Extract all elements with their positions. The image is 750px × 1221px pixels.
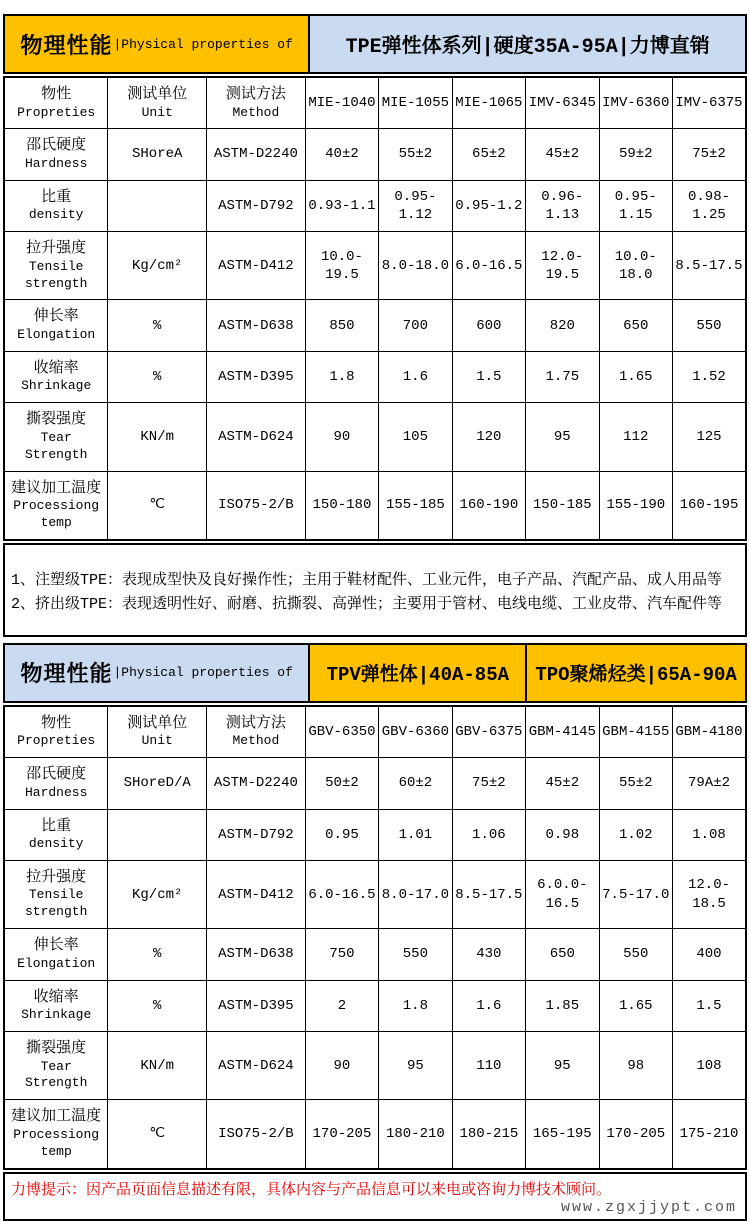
tpe-spec-table-body [4,77,746,540]
value-cell: 1.6 [379,351,452,402]
value-cell: 1.65 [599,980,672,1031]
property-zh: 邵氏硬度 [26,137,87,155]
table-row [4,1100,746,1169]
value-cell: 160-190 [452,471,525,540]
value-cell: 6.0.0-16.5 [526,860,599,928]
column-header-en: Method [232,104,280,120]
table-row [4,758,746,809]
property-cell [4,929,108,980]
physical-properties-title: 物理性能 [20,34,113,60]
method-cell: ASTM-D638 [207,929,306,980]
value-cell: 1.75 [526,351,599,402]
table-row [4,403,746,471]
tpe-spec-table [3,76,747,541]
value-cell: 10.0-18.0 [599,232,672,300]
value-cell: 0.93-1.1 [305,180,378,231]
column-header [207,706,306,758]
property-cell [4,403,108,471]
property-en: Tear Strength [24,1058,88,1091]
unit-cell: ℃ [108,1100,207,1169]
value-cell: 55±2 [379,129,452,180]
property-zh: 邵氏硬度 [26,766,87,784]
property-en: Processiong temp [13,498,100,530]
table-row [4,300,746,351]
method-cell: ASTM-D2240 [207,129,306,180]
value-cell: 700 [379,300,452,351]
value-cell: 12.0-18.5 [672,860,746,928]
unit-cell [108,180,207,231]
value-cell: 8.0-18.0 [379,232,452,300]
note-line-2: 2、挤出级TPE：表现透明性好、耐磨、抗撕裂、高弹性；主要用于管材、电线电缆、工业皮带、汽车配件等 [11,595,723,613]
column-header [207,77,306,129]
method-cell: ASTM-D624 [207,1032,306,1100]
property-cell [4,860,108,928]
table-row [4,860,746,928]
method-cell: ASTM-D412 [207,860,306,928]
value-cell: 550 [672,300,746,351]
property-en: Tensile strength [24,258,88,291]
value-cell: 75±2 [452,758,525,809]
value-cell: 0.95-1.2 [452,180,525,231]
property-zh: 收缩率 [33,988,79,1006]
value-cell: 155-185 [379,471,452,540]
column-header-en: Propreties [17,104,96,120]
property-zh: 比重 [41,817,72,835]
unit-cell: % [108,351,207,402]
method-cell: ASTM-D395 [207,980,306,1031]
property-cell [4,1032,108,1100]
unit-cell: KN/m [108,1032,207,1100]
value-cell: 600 [452,300,525,351]
footer-notice-box [3,1172,747,1221]
property-cell [4,980,108,1031]
value-cell: 175-210 [672,1100,746,1169]
table-row [4,180,746,231]
unit-cell: KN/m [108,403,207,471]
value-cell: 79A±2 [672,758,746,809]
value-cell: 1.65 [599,351,672,402]
property-zh: 比重 [41,188,72,206]
property-en: Shrinkage [21,1007,92,1023]
value-cell: 0.95-1.15 [599,180,672,231]
table1-band-left [5,16,308,72]
value-cell: 50±2 [305,758,378,809]
column-header-zh: 测试单位 [127,714,188,732]
model-header: MIE-1065 [452,77,525,129]
value-cell: 160-195 [672,471,746,540]
value-cell: 165-195 [526,1100,599,1169]
table-row [4,129,746,180]
value-cell: 1.06 [452,809,525,860]
unit-cell: % [108,300,207,351]
method-cell: ASTM-D638 [207,300,306,351]
table-row [4,1032,746,1100]
unit-cell: Kg/cm² [108,860,207,928]
column-header-en: Unit [141,733,173,749]
column-header [4,706,108,758]
property-en: Tear Strength [24,429,88,462]
value-cell: 1.8 [305,351,378,402]
value-cell: 95 [526,1032,599,1100]
value-cell: 550 [599,929,672,980]
value-cell: 650 [526,929,599,980]
tpv-series-title: TPV弹性体|40A-85A [326,664,509,687]
website-watermark: www.zgxjjypt.com [560,1198,737,1216]
value-cell: 180-210 [379,1100,452,1169]
column-header-en: Method [232,733,280,749]
property-cell [4,471,108,540]
property-zh: 伸长率 [33,937,79,955]
property-cell [4,758,108,809]
value-cell: 10.0-19.5 [305,232,378,300]
column-header-zh: 测试单位 [127,86,188,103]
value-cell: 90 [305,1032,378,1100]
column-header-zh: 测试方法 [225,714,286,732]
table1-title-band [3,14,747,74]
value-cell: 1.5 [452,351,525,402]
property-en: Processiong temp [13,1126,100,1159]
unit-cell: % [108,929,207,980]
physical-properties-title-2: 物理性能 [20,663,113,689]
property-cell [4,1100,108,1169]
property-zh: 建议加工温度 [11,479,102,497]
value-cell: 1.5 [672,980,746,1031]
value-cell: 0.95-1.12 [379,180,452,231]
value-cell: 1.01 [379,809,452,860]
value-cell: 0.98 [526,809,599,860]
value-cell: 1.52 [672,351,746,402]
property-en: density [28,836,84,852]
table-row [4,351,746,402]
value-cell: 1.6 [452,980,525,1031]
value-cell: 8.5-17.5 [452,860,525,928]
property-zh: 拉升强度 [26,240,87,258]
unit-cell: ℃ [108,471,207,540]
value-cell: 112 [599,403,672,471]
column-header [108,706,207,758]
value-cell: 155-190 [599,471,672,540]
property-en: density [28,207,84,223]
model-header: MIE-1040 [305,77,378,129]
value-cell: 105 [379,403,452,471]
property-cell [4,129,108,180]
value-cell: 400 [672,929,746,980]
table2-band-tpv [308,645,525,701]
model-header: GBM-4145 [526,706,599,758]
value-cell: 7.5-17.0 [599,860,672,928]
property-zh: 伸长率 [33,308,79,326]
table-row [4,809,746,860]
table-row [4,232,746,300]
unit-cell: Kg/cm² [108,232,207,300]
property-zh: 收缩率 [33,359,79,377]
column-header-zh: 物性 [41,86,72,103]
column-header-zh: 测试方法 [225,86,286,103]
column-header-en: Unit [141,104,173,120]
tpe-series-title: TPE弹性体系列|硬度35A-95A|力博直销 [345,36,710,59]
value-cell: 550 [379,929,452,980]
value-cell: 125 [672,403,746,471]
table-row [4,929,746,980]
table2-band-tpo [525,645,745,701]
table-row [4,980,746,1031]
value-cell: 820 [526,300,599,351]
value-cell: 75±2 [672,129,746,180]
property-cell [4,351,108,402]
tpv-tpo-spec-table-body [4,706,746,1169]
value-cell: 98 [599,1032,672,1100]
method-cell: ASTM-D395 [207,351,306,402]
method-cell: ISO75-2/B [207,471,306,540]
property-en: Tensile strength [24,887,88,920]
column-header [108,77,207,129]
method-cell: ASTM-D624 [207,403,306,471]
table1-band-right [308,16,745,72]
value-cell: 150-180 [305,471,378,540]
value-cell: 6.0-16.5 [452,232,525,300]
value-cell: 45±2 [526,758,599,809]
column-header-zh: 物性 [41,714,72,732]
physical-properties-subtitle-2: |Physical properties of [113,665,293,681]
value-cell: 2 [305,980,378,1031]
model-header: GBV-6350 [305,706,378,758]
value-cell: 0.95 [305,809,378,860]
property-zh: 撕裂强度 [26,411,87,429]
model-header: GBV-6360 [379,706,452,758]
unit-cell: SHoreA [108,129,207,180]
value-cell: 0.96-1.13 [526,180,599,231]
tpv-tpo-spec-table [3,705,747,1170]
property-zh: 撕裂强度 [26,1040,87,1058]
value-cell: 1.02 [599,809,672,860]
table2-title-band [3,643,747,703]
value-cell: 55±2 [599,758,672,809]
value-cell: 45±2 [526,129,599,180]
model-header: IMV-6375 [672,77,746,129]
value-cell: 750 [305,929,378,980]
method-cell: ASTM-D792 [207,809,306,860]
value-cell: 6.0-16.5 [305,860,378,928]
value-cell: 650 [599,300,672,351]
column-header [4,77,108,129]
tpo-series-title: TPO聚烯烃类|65A-90A [535,664,737,687]
model-header: MIE-1055 [379,77,452,129]
model-header: GBV-6375 [452,706,525,758]
property-en: Hardness [24,784,88,800]
value-cell: 1.85 [526,980,599,1031]
column-header-en: Propreties [17,733,96,749]
column-header-row [4,706,746,758]
value-cell: 1.8 [379,980,452,1031]
method-cell: ISO75-2/B [207,1100,306,1169]
value-cell: 60±2 [379,758,452,809]
value-cell: 12.0-19.5 [526,232,599,300]
value-cell: 120 [452,403,525,471]
property-en: Elongation [17,326,96,342]
value-cell: 65±2 [452,129,525,180]
physical-properties-subtitle: |Physical properties of [113,36,293,52]
method-cell: ASTM-D2240 [207,758,306,809]
value-cell: 95 [379,1032,452,1100]
column-header-row [4,77,746,129]
value-cell: 150-185 [526,471,599,540]
property-cell [4,300,108,351]
value-cell: 1.08 [672,809,746,860]
method-cell: ASTM-D792 [207,180,306,231]
value-cell: 0.98-1.25 [672,180,746,231]
value-cell: 40±2 [305,129,378,180]
property-zh: 建议加工温度 [11,1108,102,1126]
property-zh: 拉升强度 [26,868,87,886]
value-cell: 108 [672,1032,746,1100]
unit-cell: % [108,980,207,1031]
value-cell: 59±2 [599,129,672,180]
value-cell: 180-215 [452,1100,525,1169]
property-cell [4,809,108,860]
property-cell [4,180,108,231]
spec-sheet [3,14,747,1221]
value-cell: 95 [526,403,599,471]
method-cell: ASTM-D412 [207,232,306,300]
model-header: GBM-4155 [599,706,672,758]
model-header: IMV-6345 [526,77,599,129]
value-cell: 850 [305,300,378,351]
value-cell: 8.5-17.5 [672,232,746,300]
value-cell: 90 [305,403,378,471]
vendor-tip-text: 力博提示：因产品页面信息描述有限，具体内容与产品信息可以来电或咨询力博技术顾问。 [11,1181,612,1199]
unit-cell: SHoreD/A [108,758,207,809]
property-en: Elongation [17,955,96,971]
property-cell [4,232,108,300]
value-cell: 170-205 [305,1100,378,1169]
model-header: GBM-4180 [672,706,746,758]
value-cell: 8.0-17.0 [379,860,452,928]
value-cell: 170-205 [599,1100,672,1169]
property-en: Shrinkage [21,378,92,394]
table-row [4,471,746,540]
value-cell: 430 [452,929,525,980]
table2-band-left [5,645,308,701]
value-cell: 110 [452,1032,525,1100]
property-en: Hardness [24,155,88,171]
tpe-notes-box [3,543,747,637]
note-line-1: 1、注塑级TPE：表现成型快及良好操作性；主用于鞋材配件、工业元件，电子产品、汽配产品、成人用品等 [11,571,723,589]
unit-cell [108,809,207,860]
model-header: IMV-6360 [599,77,672,129]
